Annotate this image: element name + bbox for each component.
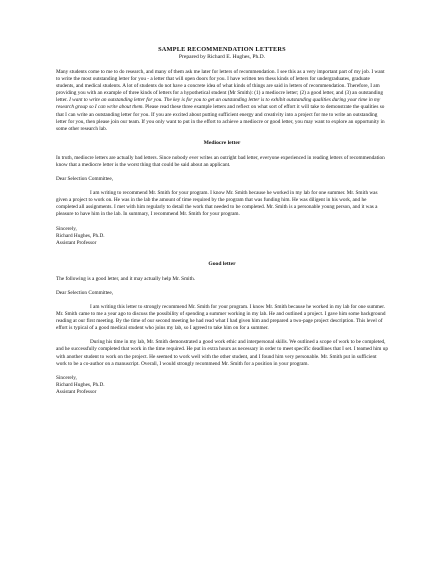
signer-name: Richard Hughes, Ph.D. — [56, 381, 105, 388]
intro-text-b: Please read these three example letters and reflect on what sort of effort it will take to demonstrate the qualities so that I can write an outstanding letter for you. If you are excited about putting sufficient energy and creativity into a project for me to write an outstanding letter for you, then please join our team. If you only want to put in the effort to achieve a mediocre or good letter, you may want to explore an opportunity in some other research lab. — [56, 104, 385, 132]
signature-block-good — [56, 375, 388, 396]
good-letter-body-1: I am writing this letter to strongly recommend Mr. Smith for your program. I know Mr. Smith because he worked in my lab for one summer. Mr. Smith came to me a year ago to discuss the possibility of spending a summer working in my lab. He and outlined a project. I gave him some background reading at our first meeting. By the time of our second meeting he had read what I had given him and prepared a two-page project description. This level of effort is typical of a good medical student who joins my lab, so I agreed to take him on for a summer. — [56, 303, 386, 332]
mediocre-intro: In truth, mediocre letters are actually bad letters. Since nobody ever writes an outright bad letter, everyone experienced in reading letters of recommendation know that a mediocre letter is the worst thing that could be said about an applicant. — [56, 154, 385, 168]
document-title: SAMPLE RECOMMENDATION LETTERS — [158, 46, 286, 53]
good-intro: The following is a good letter, and it may actually help Mr. Smith. — [56, 275, 196, 282]
signature-block-mediocre — [56, 226, 388, 247]
signer-role: Assistant Professor — [56, 388, 97, 395]
intro-text-a: Many students come to me to do research, and many of them ask me later for letters of recommendation. I see this as a very important part of my job. I want to write the most outstanding letter for you - a letter that will open doors for you. I have written ten thess kinds of letters for undergraduates, graduate students, and medical students. A lot of students do not have a concrete idea of what kinds of things are said in letters of recommendation. Therefore, I am providing you with an example of three kinds of letters for a hypothetical student (Mr Smith): (1) a mediocre letter; (2) a good letter, and (3) an outstanding letter. — [56, 69, 385, 104]
document-subtitle: Prepared by Richard E. Hughes, Ph.D. — [178, 54, 266, 60]
signer-role: Assistant Professor — [56, 239, 97, 246]
salutation-good: Dear Selection Committee, — [56, 289, 114, 296]
intro-text-emphasis: I want to write an outstanding letter for you. The key is for you to get an outstanding letter is to exhibit outstanding qualities during your time in my research group so I can write about them. — [56, 97, 381, 111]
good-heading: Good letter — [208, 260, 236, 267]
closing: Sincerely, — [56, 225, 77, 232]
mediocre-heading: Mediocre letter — [203, 139, 241, 146]
closing: Sincerely, — [56, 374, 77, 381]
salutation-mediocre: Dear Selection Committee, — [56, 176, 114, 183]
mediocre-letter-body: I am writing to recommend Mr. Smith for your program. I know Mr. Smith because he worked in my lab for one summer. Mr. Smith was given a project to work on. He was in the lab the amount of time required by the program that was funding him. He was diligent in his work, and he completed all assignments. I met with him regularly to detail the work that needed to be completed. Mr. Smith is a personable young person, and it was a pleasure to have him in the lab. In summary, I recommend Mr. Smith for your program. — [56, 190, 378, 218]
signer-name: Richard Hughes, Ph.D. — [56, 232, 105, 239]
intro-paragraph — [56, 69, 388, 133]
good-letter-body-2: During his time in my lab, Mr. Smith demonstrated a good work ethic and interpersonal skills. We outlined a scope of work to be completed, and he successfully completed that work in the time required. He put in extra hours as necessary in order to meet specific deadlines that I set. I teamed him up with another student to work on the project. He seemed to work well with the other student, and I found him very personable. Mr. Smith put in sufficient work to be a co-author on a manuscript. Overall, I would strongly recommend Mr. Smith for a position in your program. — [56, 339, 388, 367]
